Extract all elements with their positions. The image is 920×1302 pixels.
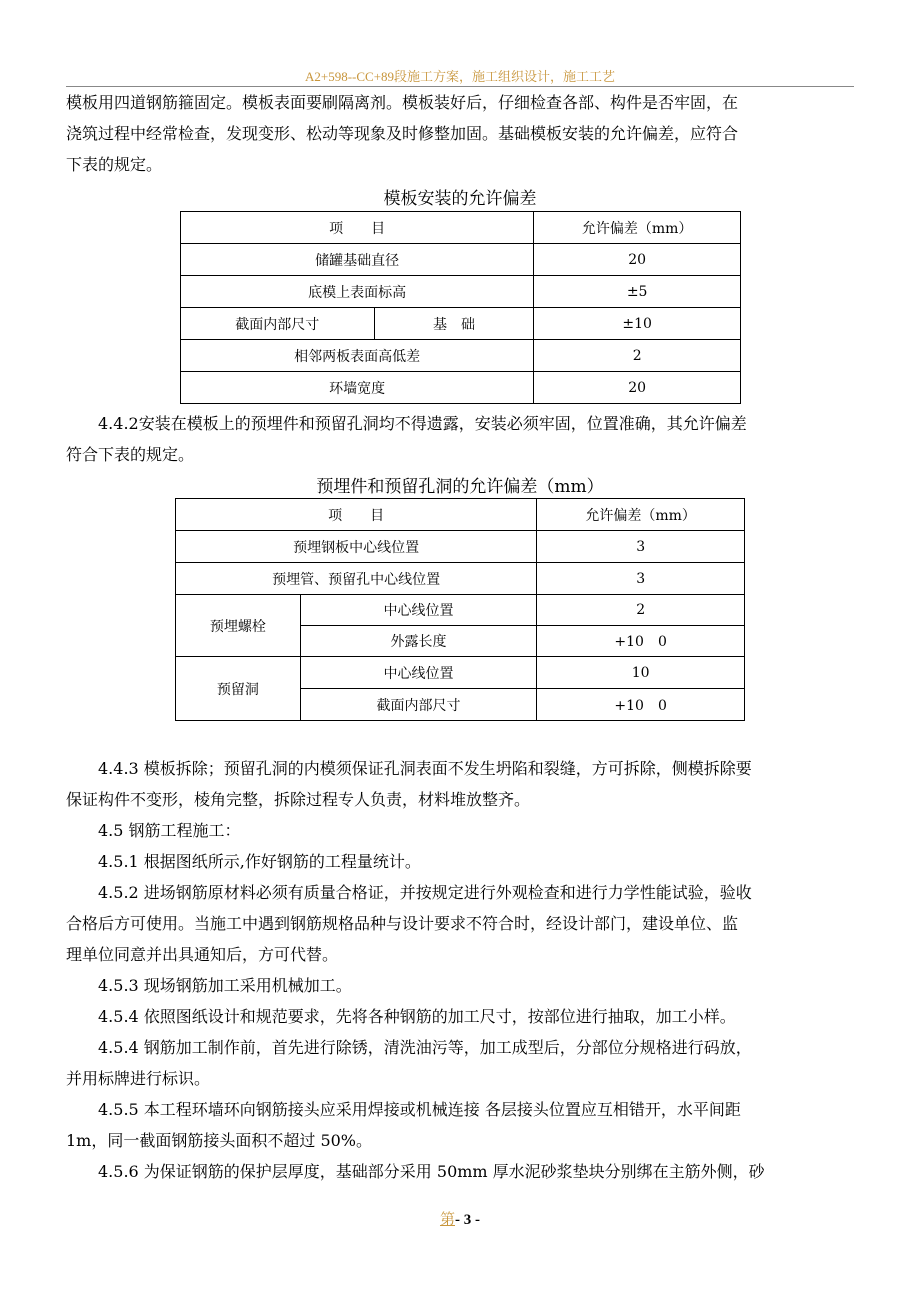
text-line: 下表的规定。	[66, 155, 163, 174]
table-cell: 中心线位置	[300, 595, 537, 626]
table-cell: +10 0	[537, 626, 745, 657]
table1	[180, 211, 741, 404]
table-row	[181, 372, 741, 404]
text-line: 4.5.2 进场钢筋原材料必须有质量合格证，并按规定进行外观检查和进行力学性能试验，验收	[98, 883, 752, 902]
intro-paragraph	[66, 87, 858, 180]
text-line: 合格后方可使用。当施工中遇到钢筋规格品种与设计要求不符合时，经设计部门，建设单位、监	[66, 914, 739, 933]
table-cell: 环墙宽度	[181, 372, 534, 404]
table-cell: 预留洞	[176, 657, 301, 721]
text-line: 并用标牌进行标识。	[66, 1069, 211, 1088]
table2-caption: 预埋件和预留孔洞的允许偏差（mm）	[316, 477, 604, 497]
table-cell: 预埋钢板中心线位置	[176, 531, 537, 563]
table-cell: ±10	[534, 308, 741, 340]
table2-header-item: 项 目	[176, 499, 537, 531]
table-row	[176, 499, 745, 531]
page-number: - 3 -	[455, 1212, 480, 1228]
table-row	[181, 276, 741, 308]
text-line: 4.5.1 根据图纸所示,作好钢筋的工程量统计。	[98, 852, 421, 871]
text-line: 4.5.3 现场钢筋加工采用机械加工。	[98, 976, 352, 995]
table-cell: 2	[537, 595, 745, 626]
table-row	[176, 531, 745, 563]
table-row	[181, 340, 741, 372]
table-cell: ±5	[534, 276, 741, 308]
text-line: 理单位同意并出具通知后，方可代替。	[66, 945, 339, 964]
section-4-5	[66, 815, 858, 1187]
text-line: 4.4.2安装在模板上的预埋件和预留孔洞均不得遗露，安装必须牢固，位置准确，其允许偏差	[98, 414, 747, 433]
table-cell: 20	[534, 372, 741, 404]
text-line: 4.5.5 本工程环墙环向钢筋接头应采用焊接或机械连接 各层接头位置应互相错开，水平间距	[98, 1100, 741, 1119]
footer-prefix: 第	[439, 1212, 455, 1228]
table-cell: 中心线位置	[300, 657, 537, 689]
table-cell: +10 0	[537, 689, 745, 721]
table-cell: 预埋螺栓	[176, 595, 301, 657]
table1-caption: 模板安装的允许偏差	[383, 189, 537, 209]
table-row	[181, 244, 741, 276]
page-footer	[0, 1208, 920, 1229]
table-cell: 截面内部尺寸	[181, 308, 375, 340]
table-cell: 外露长度	[300, 626, 537, 657]
table-row	[181, 212, 741, 244]
text-line: 4.4.3 模板拆除；预留孔洞的内模须保证孔洞表面不发生坍陷和裂缝，方可拆除，侧模拆除要	[98, 759, 752, 778]
table-cell: 截面内部尺寸	[300, 689, 537, 721]
text-line: 1m，同一截面钢筋接头面积不超过 50%。	[66, 1131, 373, 1150]
text-line: 模板用四道钢筋箍固定。模板表面要刷隔离剂。模板装好后，仔细检查各部、构件是否牢固，在	[66, 93, 739, 112]
text-line: 浇筑过程中经常检查，发现变形、松动等现象及时修整加固。基础模板安装的允许偏差，应符合	[66, 124, 739, 143]
table-row	[181, 308, 741, 340]
table-cell: 3	[537, 563, 745, 595]
paragraph-4-4-2	[66, 408, 858, 470]
table1-header-item: 项 目	[181, 212, 534, 244]
table-cell: 2	[534, 340, 741, 372]
text-line: 4.5.4 钢筋加工制作前，首先进行除锈，清洗油污等，加工成型后，分部位分规格进行码放，	[98, 1038, 752, 1057]
page-header: A2+598--CC+89段施工方案，施工组织设计，施工工艺	[304, 69, 616, 84]
text-line: 符合下表的规定。	[66, 445, 195, 464]
table-cell: 基 础	[374, 308, 534, 340]
table-cell: 相邻两板表面高低差	[181, 340, 534, 372]
text-line: 4.5 钢筋工程施工：	[98, 821, 241, 840]
table-row	[176, 563, 745, 595]
table-cell: 3	[537, 531, 745, 563]
table-cell: 储罐基础直径	[181, 244, 534, 276]
text-line: 4.5.4 依照图纸设计和规范要求，先将各种钢筋的加工尺寸，按部位进行抽取，加工小样。	[98, 1007, 736, 1026]
table-cell: 底模上表面标高	[181, 276, 534, 308]
text-line: 保证构件不变形，棱角完整，拆除过程专人负责，材料堆放整齐。	[66, 790, 531, 809]
table2-header-tolerance: 允许偏差（mm）	[537, 499, 745, 531]
table-cell: 20	[534, 244, 741, 276]
table-cell: 10	[537, 657, 745, 689]
table1-header-tolerance: 允许偏差（mm）	[534, 212, 741, 244]
table-row	[176, 595, 745, 626]
table2	[175, 498, 745, 721]
table-row	[176, 657, 745, 689]
text-line: 4.5.6 为保证钢筋的保护层厚度，基础部分采用 50mm 厚水泥砂浆垫块分别绑在主筋外侧，砂	[98, 1162, 765, 1181]
table-cell: 预埋管、预留孔中心线位置	[176, 563, 537, 595]
paragraph-4-4-3	[66, 753, 858, 815]
